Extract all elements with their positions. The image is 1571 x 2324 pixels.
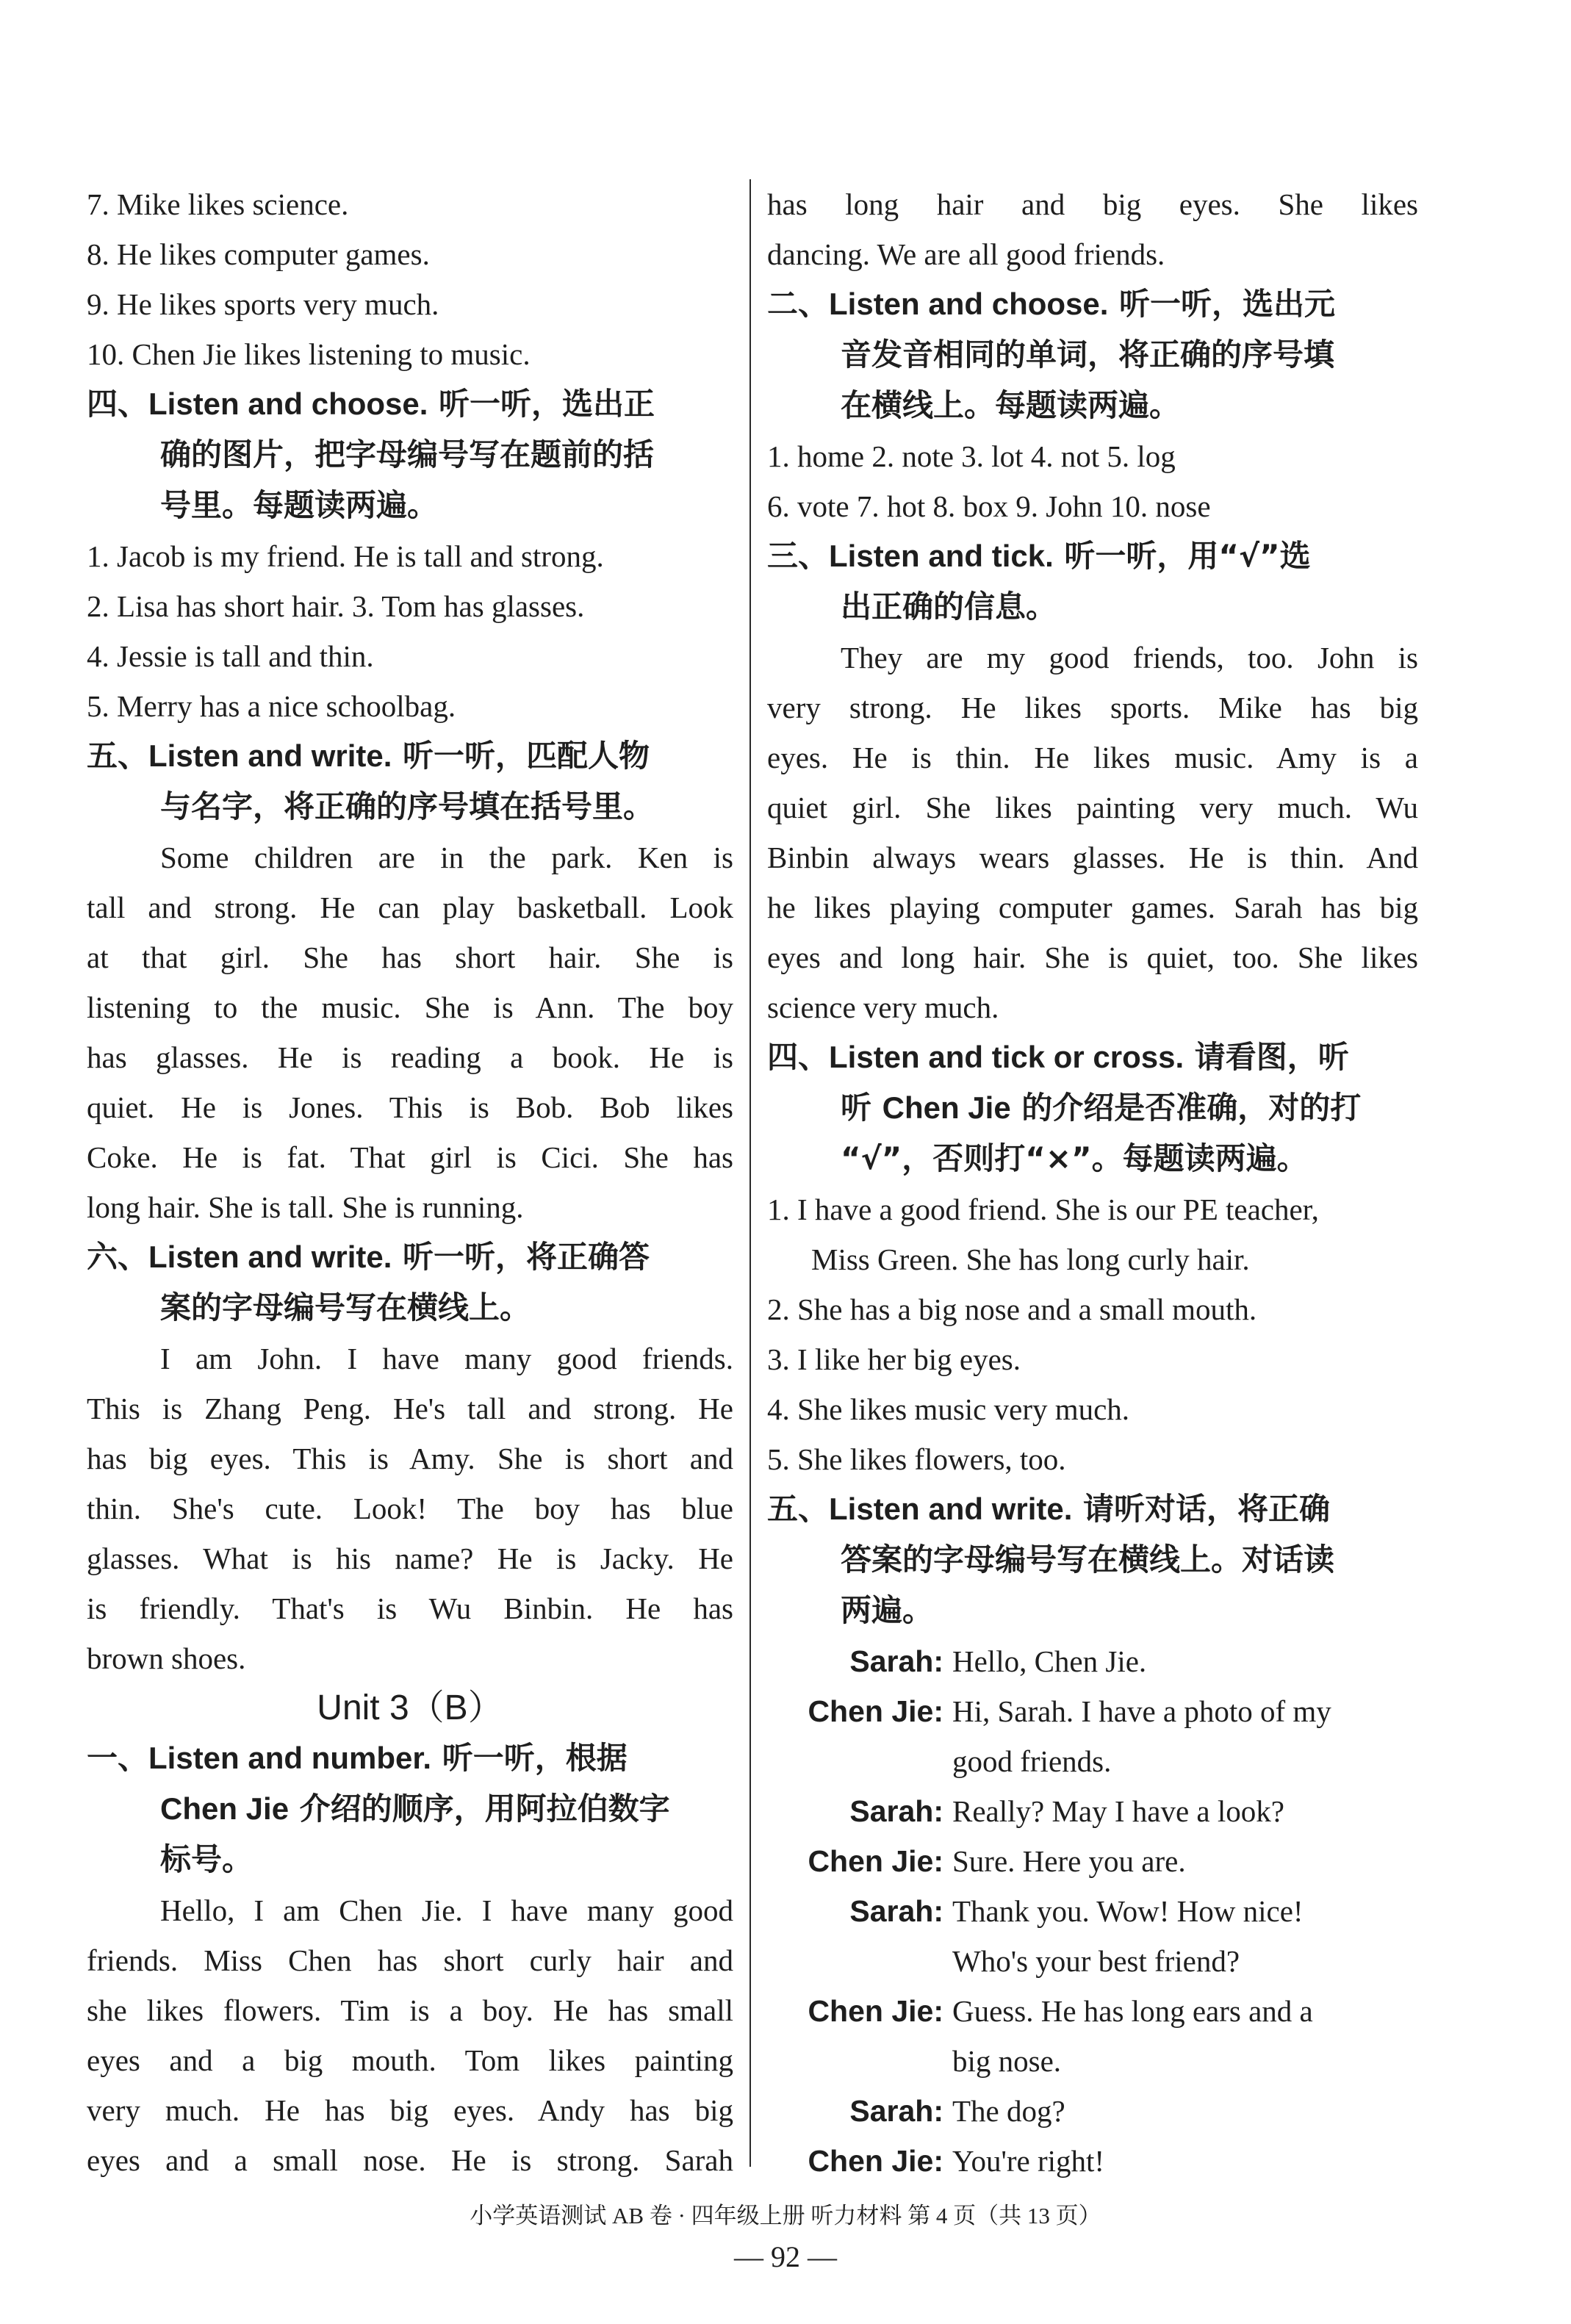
column-divider bbox=[749, 179, 751, 2167]
passage: Some children are in the park. Ken is tall and strong. He can play basketball. Look at that girl. She has short hair. She is listening to the music. She is Ann. The boy has glasses. He is reading a book. He is quiet. He is Jones. This is Bob. Bob likes Coke. He is fat. That girl is Cici. She has long hair. She is tall. She is running. bbox=[87, 841, 733, 1224]
word-list: 1. home 2. note 3. lot 4. not 5. log bbox=[767, 439, 1176, 473]
dialogue-line: Chen Jie: Hi, Sarah. I have a photo of my good friends. bbox=[808, 1694, 1331, 1778]
list-item: 1. I have a good friend. She is our PE teacher, bbox=[767, 1192, 1319, 1226]
left-column bbox=[87, 179, 733, 2185]
list-item: 4. Jessie is tall and thin. bbox=[87, 639, 374, 673]
page-footer: 小学英语测试 AB 卷 · 四年级上册 听力材料 第 4 页（共 13 页） bbox=[470, 2203, 1101, 2228]
word-list: 6. vote 7. hot 8. box 9. John 10. nose bbox=[767, 489, 1211, 523]
section-heading-6: 六、Listen and write. 听一听，将正确答 案的字母编号写在横线上。 bbox=[87, 1239, 650, 1325]
dialogue-line: Sarah: Really? May I have a look? bbox=[849, 1794, 1284, 1828]
list-item: 5. She likes flowers, too. bbox=[767, 1442, 1066, 1476]
list-item: 7. Mike likes science. bbox=[87, 187, 349, 221]
dialogue-line: Sarah: The dog? bbox=[849, 2094, 1065, 2128]
list-item: 3. I like her big eyes. bbox=[767, 1342, 1021, 1376]
dialogue-line: Sarah: Thank you. Wow! How nice! Who's your best friend? bbox=[849, 1894, 1304, 1978]
list-item: Miss Green. She has long curly hair. bbox=[811, 1242, 1250, 1276]
section-heading-5: 五、Listen and write. 听一听，匹配人物 与名字，将正确的序号填在括号里。 bbox=[87, 738, 655, 824]
right-column bbox=[767, 179, 1418, 2186]
list-item: 2. She has a big nose and a small mouth. bbox=[767, 1292, 1257, 1326]
dialogue-line: Chen Jie: Sure. Here you are. bbox=[808, 1844, 1186, 1878]
passage: They are my good friends, too. John is very strong. He likes sports. Mike has big eyes. He is thin. He likes music. Amy is a quiet girl. She likes painting very much. Wu Binbin always wears glasses. He is thin. And he likes playing computer games. Sarah has big eyes and long hair. She is quiet, too. She likes science very much. bbox=[767, 641, 1418, 1024]
dialogue-line: Chen Jie: You're right! bbox=[808, 2144, 1105, 2178]
passage: Hello, I am Chen Jie. I have many good friends. Miss Chen has short curly hair and she likes flowers. Tim is a boy. He has small eyes and a big mouth. Tom likes painting very much. He has big eyes. Andy has big eyes and a small nose. He is strong. Sarah bbox=[87, 1893, 733, 2177]
list-item: 9. He likes sports very much. bbox=[87, 287, 439, 321]
dialogue-line: Chen Jie: Guess. He has long ears and a big nose. bbox=[808, 1994, 1313, 2078]
section-heading-4: 四、Listen and choose. 听一听，选出正 确的图片，把字母编号写在题前的括 号里。每题读两遍。 bbox=[87, 386, 655, 523]
passage: has long hair and big eyes. She likes dancing. We are all good friends. bbox=[767, 187, 1418, 271]
section-heading-3: 三、Listen and tick. 听一听，用“√”选 出正确的信息。 bbox=[767, 538, 1311, 625]
section-heading-4: 四、Listen and tick or cross. 请看图，听 听 Chen Jie 的介绍是否准确，对的打 “√”，否则打“×”。每题读两遍。 bbox=[767, 1039, 1362, 1176]
dialogue bbox=[767, 1636, 1418, 2186]
list-item: 5. Merry has a nice schoolbag. bbox=[87, 689, 456, 723]
page-number: — 92 — bbox=[734, 2240, 837, 2273]
section-heading-2: 二、Listen and choose. 听一听，选出元 音发音相同的单词，将正确的序号填 在横线上。每题读两遍。 bbox=[767, 286, 1336, 423]
dialogue-line: Sarah: Hello, Chen Jie. bbox=[849, 1644, 1147, 1678]
unit-title: Unit 3（B） bbox=[317, 1688, 503, 1727]
list-item: 10. Chen Jie likes listening to music. bbox=[87, 337, 531, 371]
list-item: 2. Lisa has short hair. 3. Tom has glasses. bbox=[87, 589, 585, 623]
passage: I am John. I have many good friends. This is Zhang Peng. He's tall and strong. He has big eyes. This is Amy. She is short and thin. She's cute. Look! The boy has blue glasses. What is his name? He is Jacky. He is friendly. That's is Wu Binbin. He has brown shoes. bbox=[87, 1342, 733, 1675]
list-item: 8. He likes computer games. bbox=[87, 237, 430, 271]
list-item: 1. Jacob is my friend. He is tall and strong. bbox=[87, 539, 604, 573]
section-heading-5: 五、Listen and write. 请听对话，将正确 答案的字母编号写在横线上。对话读 两遍。 bbox=[767, 1491, 1335, 1628]
list-item: 4. She likes music very much. bbox=[767, 1392, 1130, 1426]
section-heading-1: 一、Listen and number. 听一听，根据 Chen Jie 介绍的顺序，用阿拉伯数字 标号。 bbox=[87, 1740, 670, 1877]
